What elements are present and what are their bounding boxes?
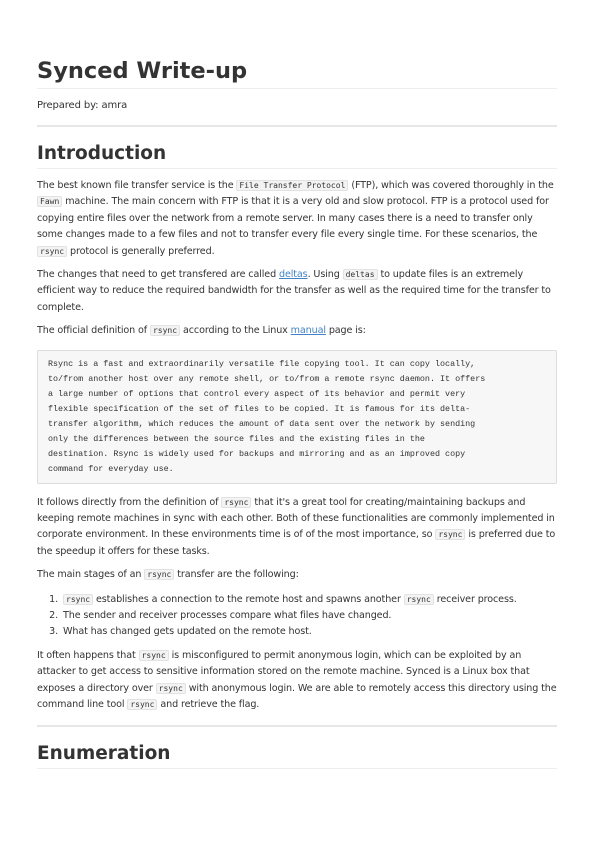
inline-code: deltas: [343, 269, 378, 280]
quote-line: to/from another host over any remote shell, or to/from a remote rsync daemon. It offers: [48, 373, 486, 384]
document-title: Synced Write-up: [37, 56, 557, 89]
text-span: protocol is generally preferred.: [67, 245, 215, 257]
intro-paragraph-3: [37, 323, 557, 339]
text-span: is preferred due to the speedup it offers for these tasks.: [37, 529, 556, 557]
inline-code: File Transfer Protocol: [236, 180, 348, 191]
inline-code: rsync: [139, 650, 169, 661]
text-span: It follows directly from the definition of: [37, 496, 222, 508]
quote-line: a large number of options that control every aspect of its behavior and permit very: [48, 388, 466, 399]
text-span: machine. The main concern with FTP is that it is a very old and slow protocol. FTP is a protocol used for copying entire files over the network from a remote server. In many cases there is a need to transfer only some changes made to a few files and not to transfer every file every single time. For these scenarios, the: [37, 196, 549, 241]
text-span: establishes a connection to the remote host and spawns another: [93, 593, 404, 605]
text-span: to update files is an extremely efficient way to reduce the required bandwidth for the transfer as well as the required time for the transfer to complete.: [37, 269, 551, 313]
text-span: (FTP), which was covered thoroughly in the: [348, 180, 554, 191]
quote-line: Rsync is a fast and extraordinarily versatile file copying tool. It can copy locally,: [48, 358, 476, 369]
inline-code: rsync: [63, 594, 93, 605]
title-divider: [37, 125, 557, 127]
text-span: The changes that need to get transfered are called: [37, 269, 279, 281]
section-heading-enumeration: Enumeration: [37, 741, 557, 769]
section-divider: [37, 725, 557, 727]
quote-line: flexible specification of the set of files to be copied. It is famous for its delta-: [48, 403, 471, 414]
rsync-stages-list: [37, 592, 557, 640]
text-span: transfer are the following:: [174, 569, 299, 581]
inline-code: rsync: [156, 683, 186, 694]
quote-line: destination. Rsync is widely used for backups and mirroring and as an improved copy: [48, 448, 466, 459]
intro-paragraph-6: [37, 648, 557, 714]
inline-code: rsync: [144, 569, 174, 580]
text-span: receiver process.: [433, 593, 517, 605]
text-span: page is:: [325, 325, 366, 337]
text-span: according to the Linux: [180, 325, 291, 337]
manual-link[interactable]: manual: [290, 325, 326, 337]
inline-code: rsync: [127, 699, 157, 710]
inline-code: Fawn: [37, 196, 62, 207]
inline-code: rsync: [404, 594, 434, 605]
text-span: The main stages of an: [37, 569, 145, 581]
inline-code: rsync: [150, 325, 180, 336]
quote-line: only the differences between the source files and the existing files in the: [48, 433, 425, 444]
text-span: is misconfigured to permit anonymous login, which can be exploited by an attacker to get access to sensitive information stored on the remote machine. Synced is a Linux box that exposes a directory over: [37, 649, 530, 694]
intro-paragraph-5: [37, 567, 557, 583]
intro-paragraph-1: [37, 178, 557, 260]
quote-line: transfer algorithm, which reduces the amount of data sent over the network by sending: [48, 418, 476, 429]
intro-paragraph-4: [37, 495, 557, 561]
inline-code: rsync: [221, 497, 251, 508]
list-item: [61, 592, 557, 608]
document-body: [37, 56, 557, 769]
list-item: 2. The sender and receiver processes compare what files have changed.: [61, 608, 557, 624]
inline-code: rsync: [435, 529, 465, 540]
quote-line: command for everyday use.: [48, 463, 174, 474]
text-span: that it's a great tool for creating/maintaining backups and keeping remote machines in sync with each other. Both of these functionalities are commonly implemented in corporate environment. In these environments time is of of the most importance, so: [37, 496, 555, 541]
prepared-by: Prepared by: amra: [37, 100, 128, 111]
text-span: and retrieve the flag.: [157, 698, 260, 710]
text-span: with anonymous login. We are able to remotely access this directory using the command line tool: [37, 682, 557, 710]
rsync-definition-block: [37, 350, 557, 484]
inline-code: rsync: [37, 246, 67, 257]
text-span: . Using: [307, 269, 343, 281]
text-span: It often happens that: [37, 649, 139, 661]
intro-paragraph-2: [37, 267, 557, 316]
section-heading-introduction: Introduction: [37, 141, 557, 169]
list-item: 3. What has changed gets updated on the remote host.: [61, 624, 557, 640]
text-span: The official definition of: [37, 325, 150, 337]
deltas-link[interactable]: deltas: [278, 269, 308, 281]
text-span: The best known file transfer service is the: [37, 180, 237, 191]
